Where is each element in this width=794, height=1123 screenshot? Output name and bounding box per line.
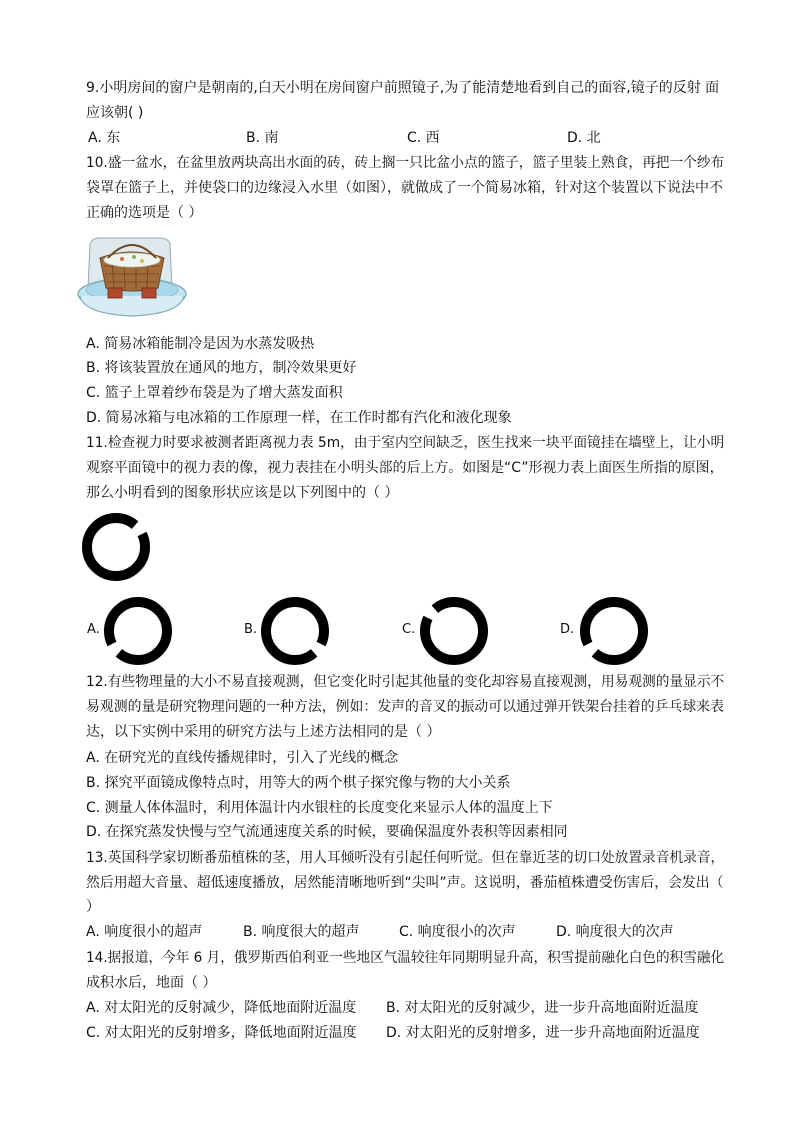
q14-option-a: A. 对太阳光的反射减少，降低地面附近温度 (86, 1000, 357, 1016)
q9-stem-line-2: 应该朝( ) (86, 105, 144, 121)
q13-option-a: A. 响度很小的超声 (86, 924, 203, 940)
q10-stem-line-1: 10.盛一盆水，在盆里放两块高出水面的砖，砖上搁一只比盆小点的篮子，篮子里装上熟食，再把一个纱布 (86, 155, 725, 171)
q12-stem-line-1: 12.有些物理量的大小不易直接观测，但它变化时引起其他量的变化却容易直接观测，用易观测的量显示不 (86, 674, 725, 690)
q11-option-d-label: D. (560, 622, 575, 637)
q10-option-a: A. 简易冰箱能制冷是因为水蒸发吸热 (86, 336, 315, 352)
q9-stem-line-1: 9.小明房间的窗户是朝南的,白天小明在房间窗户前照镜子,为了能清楚地看到自己的面容,镜子的反射 面 (86, 80, 720, 96)
q9-option-c: C. 西 (407, 130, 440, 146)
original-c-ring-icon (80, 511, 152, 583)
q10-option-b: B. 将该装置放在通风的地方，制冷效果更好 (86, 360, 357, 376)
q11-option-c-label: C. (402, 622, 416, 637)
q13-option-b: B. 响度很大的超声 (243, 924, 360, 940)
q12-option-d: D. 在探究蒸发快慢与空气流通速度关系的时候，要确保温度外表积等因素相同 (86, 824, 568, 840)
simple-fridge-illustration (76, 236, 188, 320)
q13-stem-line-3: ） (86, 899, 100, 915)
q12-stem-line-3: 达，以下实例中采用的研究方法与上述方法相同的是（ ） (86, 724, 441, 740)
q10-option-c: C. 篮子上罩着纱布袋是为了增大蒸发面积 (86, 385, 343, 401)
q11-option-a-label: A. (87, 622, 100, 637)
q12-stem-line-2: 易观测的量是研究物理问题的一种方法，例如：发声的音叉的振动可以通过弹开铁架台挂着的乒乓球来表 (86, 699, 725, 715)
q14-option-d: D. 对太阳光的反射增多，进一步升高地面附近温度 (386, 1025, 700, 1041)
ring-option-c-icon (418, 595, 490, 667)
q12-option-b: B. 探究平面镜成像特点时，用等大的两个棋子探究像与物的大小关系 (86, 775, 511, 791)
q14-option-c: C. 对太阳光的反射增多，降低地面附近温度 (86, 1025, 357, 1041)
q10-stem-line-3: 正确的选项是（ ） (86, 205, 203, 221)
q11-stem-line-1: 11.检查视力时要求被测者距离视力表 5m，由于室内空间缺乏，医生找来一块平面镜挂在墙壁上，让小明 (86, 435, 725, 451)
q13-option-d: D. 响度很大的次声 (556, 924, 674, 940)
q14-stem-line-2: 成积水后，地面（ ） (86, 975, 217, 991)
q9-option-b: B. 南 (246, 130, 279, 146)
ring-option-b-icon (259, 595, 331, 667)
q11-stem-line-3: 那么小明看到的图象形状应该是以下列图中的（ ） (86, 485, 399, 501)
q12-option-a: A. 在研究光的直线传播规律时，引入了光线的概念 (86, 750, 399, 766)
q11-stem-line-2: 观察平面镜中的视力表的像，视力表挂在小明头部的后上方。如图是“C”形视力表上面医生所指的原图， (86, 460, 724, 476)
q14-option-b: B. 对太阳光的反射减少，进一步升高地面附近温度 (386, 1000, 699, 1016)
q13-stem-line-1: 13.英国科学家切断番茄植株的茎，用人耳倾听没有引起任何听觉。但在靠近茎的切口处放置录音机录音， (86, 850, 725, 866)
q9-option-a: A. 东 (88, 130, 121, 146)
q10-stem-line-2: 袋罩在篮子上，并使袋口的边缘浸入水里（如图），就做成了一个简易冰箱，针对这个装置以下说法中不 (86, 180, 723, 196)
q12-option-c: C. 测量人体体温时，利用体温计内水银柱的长度变化来显示人体的温度上下 (86, 800, 553, 816)
q13-option-c: C. 响度很小的次声 (399, 924, 516, 940)
ring-option-d-icon (578, 595, 650, 667)
ring-option-a-icon (102, 595, 174, 667)
q9-option-d: D. 北 (567, 130, 601, 146)
q13-stem-line-2: 然后用超大音量、超低速度播放，居然能清晰地听到“尖叫”声。这说明，番茄植株遭受伤害后，会发出（ (86, 875, 724, 891)
q11-option-b-label: B. (244, 622, 258, 637)
q10-option-d: D. 简易冰箱与电冰箱的工作原理一样，在工作时都有汽化和液化现象 (86, 410, 512, 426)
q14-stem-line-1: 14.据报道，今年 6 月，俄罗斯西伯利亚一些地区气温较往年同期明显升高，积雪提前融化白色的积雪融化 (86, 950, 725, 966)
